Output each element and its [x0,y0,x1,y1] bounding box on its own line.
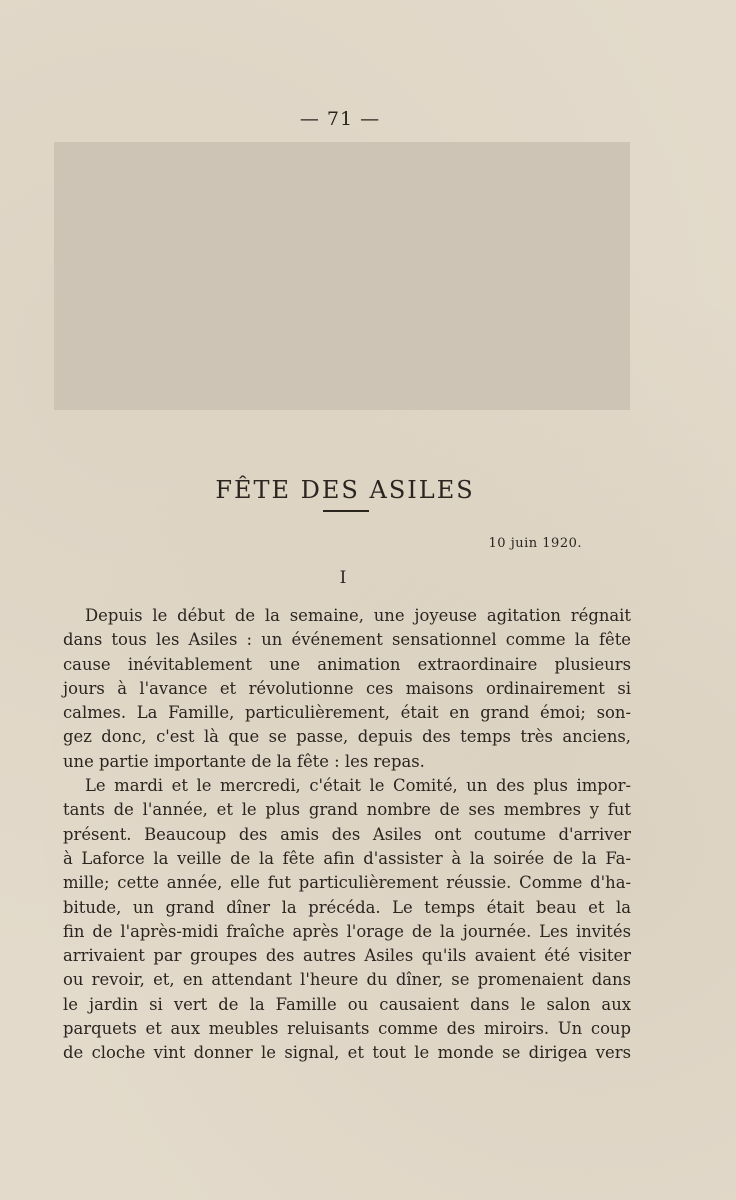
body-line: ou revoir, et, en attendant l'heure du dîner, se promenaient dans [63,970,631,990]
body-line: tants de l'année, et le plus grand nombre de ses membres y fut [63,800,631,820]
body-line: parquets et aux meubles reluisants comme des miroirs. Un coup [63,1019,631,1039]
title-divider [323,510,369,512]
page-number: — 71 — [299,108,381,130]
body-line: le jardin si vert de la Famille ou causaient dans le salon aux [63,994,631,1014]
body-line: bitude, un grand dîner la précéda. Le temps était beau et la [63,897,631,917]
body-line: jours à l'avance et révolutionne ces maisons ordinairement si [63,678,631,698]
redacted-image-area [54,142,630,410]
body-text [63,604,631,1066]
section-title: FÊTE DES ASILES [215,476,475,505]
body-line: calmes. La Famille, particulièrement, était en grand émoi; son- [63,703,631,723]
body-line: de cloche vint donner le signal, et tout le monde se dirigea vers [63,1043,631,1063]
body-line: gez donc, c'est là que se passe, depuis des temps très anciens, [63,727,631,747]
body-line: à Laforce la veille de la fête afin d'assister à la soirée de la Fa- [63,848,631,868]
body-line: mille; cette année, elle fut particulièrement réussie. Comme d'ha- [63,873,631,893]
body-line: cause inévitablement une animation extraordinaire plusieurs [63,654,631,674]
body-line: fin de l'après-midi fraîche après l'orage de la journée. Les invités [63,921,631,941]
body-line: arrivaient par groupes des autres Asiles qu'ils avaient été visiter [63,946,631,966]
body-line: Depuis le début de la semaine, une joyeuse agitation régnait [85,606,631,625]
body-line: présent. Beaucoup des amis des Asiles ont coutume d'arriver [63,824,631,844]
body-line: dans tous les Asiles : un événement sensationnel comme la fête [63,630,631,650]
date-line: 10 juin 1920. [488,536,582,551]
body-line: Le mardi et le mercredi, c'était le Comité, un des plus impor- [85,776,631,796]
body-line: une partie importante de la fête : les repas. [63,751,425,771]
part-number: I [339,568,347,588]
